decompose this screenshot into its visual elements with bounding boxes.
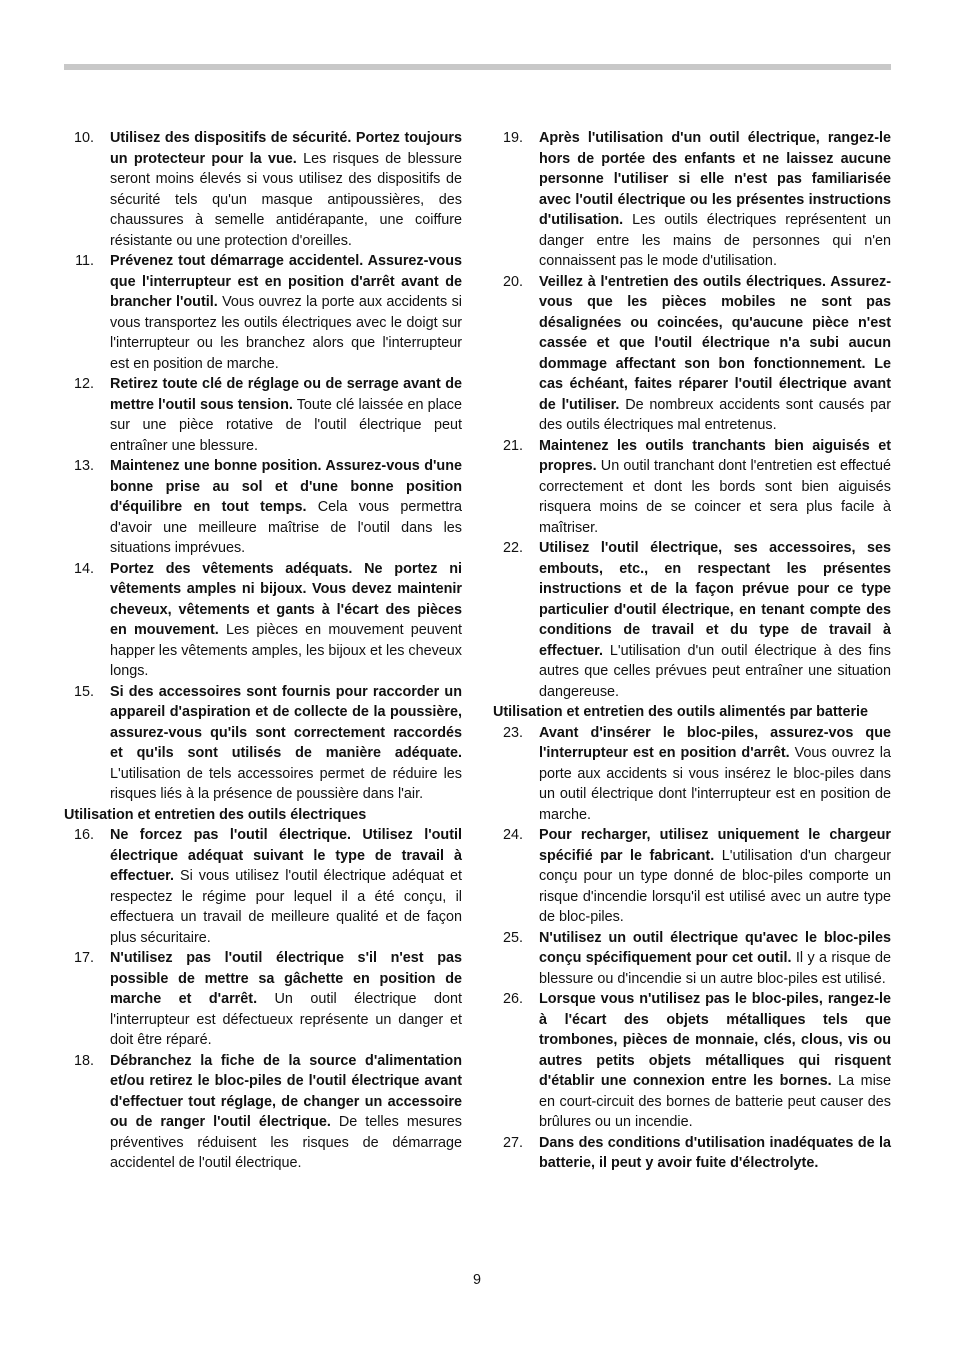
item-warning: Après l'utilisation d'un outil électrique, rangez-le hors de portée des enfants et ne laissez aucune personne l'utiliser si elle n'est pas familiarisée avec l'outil électrique ou les présentes instructions d'utilisation.	[539, 130, 891, 228]
instruction-item	[64, 1051, 462, 1174]
item-number: 19.	[502, 130, 523, 146]
item-explanation: L'utilisation d'un chargeur conçu pour un type donné de bloc-piles comporte un risque d'incendie lorsqu'il est utilisé avec un autre type de bloc-piles.	[539, 847, 891, 925]
instruction-item	[493, 989, 891, 1133]
item-explanation: Toute clé laissée en place sur une pièce rotative de l'outil électrique peut entraîner une blessure.	[110, 396, 462, 454]
item-number: 24.	[502, 827, 523, 843]
item-warning: Portez des vêtements adéquats. Ne portez ni vêtements amples ni bijoux. Vous devez maintenir cheveux, vêtements et gants à l'écart des pièces en mouvement.	[110, 560, 462, 638]
page-number: 9	[472, 1272, 481, 1288]
instruction-item	[64, 456, 462, 559]
item-explanation: Il y a risque de blessure ou d'incendie si un autre bloc-piles est utilisé.	[539, 950, 891, 987]
item-explanation: Les outils électriques représentent un danger entre les mains de personnes qui n'en connaissent pas le mode d'utilisation.	[539, 212, 891, 269]
item-explanation: L'utilisation de tels accessoires permet de réduire les risques liés à la présence de poussière dans l'air.	[110, 765, 462, 802]
item-explanation: La mise en court-circuit des bornes de batterie peut causer des brûlures ou un incendie.	[539, 1073, 891, 1130]
item-number: 20.	[502, 273, 523, 290]
instruction-item	[493, 128, 891, 272]
instruction-item	[64, 948, 462, 1051]
item-number: 21.	[502, 437, 523, 454]
instruction-item	[64, 374, 462, 456]
item-explanation: Les risques de blessure seront moins élevés si vous utilisez des dispositifs de sécurité tels qu'un masque antipoussières, des chaussures à semelle antidérapante, une coiffure résistante ou une protection d'oreilles.	[110, 150, 462, 249]
item-warning: Si des accessoires sont fournis pour raccorder un appareil d'aspiration et de collecte de la poussière, assurez-vous qu'ils sont correctement raccordés et qu'ils sont utilisés de manière adéquate.	[110, 683, 462, 761]
item-warning: N'utilisez pas l'outil électrique s'il n'est pas possible de mettre sa gâchette en position de marche et d'arrêt.	[110, 950, 462, 1007]
section-heading: Utilisation et entretien des outils électriques	[64, 806, 367, 823]
item-number: 18.	[73, 1052, 94, 1069]
instruction-item	[493, 723, 891, 826]
item-number: 13.	[73, 458, 94, 474]
item-number: 27.	[502, 1134, 523, 1151]
item-warning: Prévenez tout démarrage accidentel. Assurez-vous que l'interrupteur est en position d'arrêt avant de brancher l'outil.	[110, 253, 462, 310]
item-number: 26.	[502, 991, 523, 1007]
instruction-item	[64, 825, 462, 948]
item-warning: Pour recharger, utilisez uniquement le chargeur spécifié par le fabricant.	[539, 827, 891, 864]
item-number: 11.	[75, 253, 94, 269]
item-number: 10.	[73, 130, 94, 146]
instruction-item	[493, 272, 891, 436]
item-warning: Retirez toute clé de réglage ou de serrage avant de mettre l'outil sous tension.	[110, 376, 462, 413]
header-rule	[64, 64, 891, 70]
item-warning: Utilisez des dispositifs de sécurité. Portez toujours un protecteur pour la vue.	[110, 130, 462, 167]
item-number: 16.	[73, 827, 94, 843]
instruction-item	[64, 128, 462, 251]
item-number: 12.	[73, 376, 94, 392]
instruction-item	[493, 436, 891, 539]
item-explanation: De nombreux accidents sont causés par des outils électriques mal entretenus.	[539, 396, 891, 433]
item-explanation: Cela vous permettra d'avoir une meilleure maîtrise de l'outil dans les situations imprévues.	[110, 499, 462, 556]
item-explanation: Vous ouvrez la porte aux accidents si vous transportez les outils électriques avec le doigt sur l'interrupteur ou les branchez alors que l'interrupteur est en position de marche.	[110, 294, 462, 372]
item-warning: N'utilisez un outil électrique qu'avec le bloc-piles conçu spécifiquement pour cet outil.	[539, 929, 891, 966]
item-explanation: Un outil électrique dont l'interrupteur est défectueux représente un danger et doit être réparé.	[110, 991, 463, 1048]
right-column	[493, 128, 891, 1174]
item-explanation: Vous ouvrez la porte aux accidents si vous insérez le bloc-piles dans un outil électrique dont l'interrupteur est en position de marche.	[539, 745, 891, 823]
item-number: 15.	[73, 683, 94, 700]
item-number: 17.	[73, 950, 94, 966]
item-warning: Maintenez une bonne position. Assurez-vous d'une bonne prise au sol et d'une bonne position d'équilibre en tout temps.	[110, 458, 462, 515]
item-warning: Dans des conditions d'utilisation inadéquates de la batterie, il peut y avoir fuite d'électrolyte.	[539, 1134, 891, 1171]
item-warning: Utilisez l'outil électrique, ses accessoires, ses embouts, etc., en respectant les présentes instructions et de la façon prévue pour ce type particulier d'outil électrique, en tenant compte des conditions de travail et du type de travail à effectuer.	[539, 540, 891, 659]
item-warning: Ne forcez pas l'outil électrique. Utilisez l'outil électrique adéquat suivant le type de travail à effectuer.	[110, 827, 462, 884]
item-number: 22.	[502, 540, 523, 556]
item-number: 23.	[502, 724, 523, 741]
item-warning: Veillez à l'entretien des outils électriques. Assurez-vous que les pièces mobiles ne sont pas désalignées ou coincées, qu'aucune pièce n'est cassée et que l'outil électrique n'a subi aucun dommage affectant son bon fonctionnement. Le cas échéant, faites réparer l'outil électrique avant de l'utiliser.	[539, 273, 891, 413]
instruction-item	[64, 682, 462, 805]
item-explanation: De telles mesures préventives réduisent les risques de démarrage accidentel de l'outil électrique.	[110, 1114, 462, 1171]
instruction-item	[493, 825, 891, 928]
item-warning: Lorsque vous n'utilisez pas le bloc-piles, rangez-le à l'écart des objets métalliques tels que trombones, pièces de monnaie, clés, clous, vis ou autres petits objets métalliques qui risquent d'établir une connexion entre les bornes.	[539, 991, 891, 1089]
item-number: 14.	[73, 560, 94, 577]
item-explanation: Les pièces en mouvement peuvent happer les vêtements amples, les bijoux et les cheveux longs.	[110, 622, 462, 679]
item-number: 25.	[502, 929, 523, 946]
item-explanation: Si vous utilisez l'outil électrique adéquat et respectez le régime pour lequel il a été conçu, il effectuera un travail de meilleure qualité et de façon plus sécuritaire.	[110, 868, 462, 946]
item-warning: Avant d'insérer le bloc-piles, assurez-vos que l'interrupteur est en position d'arrêt.	[539, 724, 891, 761]
instruction-item	[493, 1133, 891, 1174]
instruction-item	[64, 251, 462, 374]
section-heading: Utilisation et entretien des outils alimentés par batterie	[493, 704, 869, 720]
instruction-item	[493, 928, 891, 990]
item-warning: Maintenez les outils tranchants bien aiguisés et propres.	[539, 437, 891, 474]
item-warning: Débranchez la fiche de la source d'alimentation et/ou retirez le bloc-piles de l'outil électrique avant d'effectuer tout réglage, de changer un accessoire ou de ranger l'outil électrique.	[110, 1052, 462, 1130]
item-explanation: Un outil tranchant dont l'entretien est effectué correctement et dont les bords sont bien aiguisés risquera moins de se coincer et sera plus facile à maîtriser.	[539, 458, 891, 536]
item-explanation: L'utilisation d'un outil électrique à des fins autres que celles prévues peut entraîner une situation dangereuse.	[539, 642, 891, 700]
instruction-item	[493, 538, 891, 702]
left-column	[64, 128, 462, 1174]
instruction-item	[64, 559, 462, 682]
